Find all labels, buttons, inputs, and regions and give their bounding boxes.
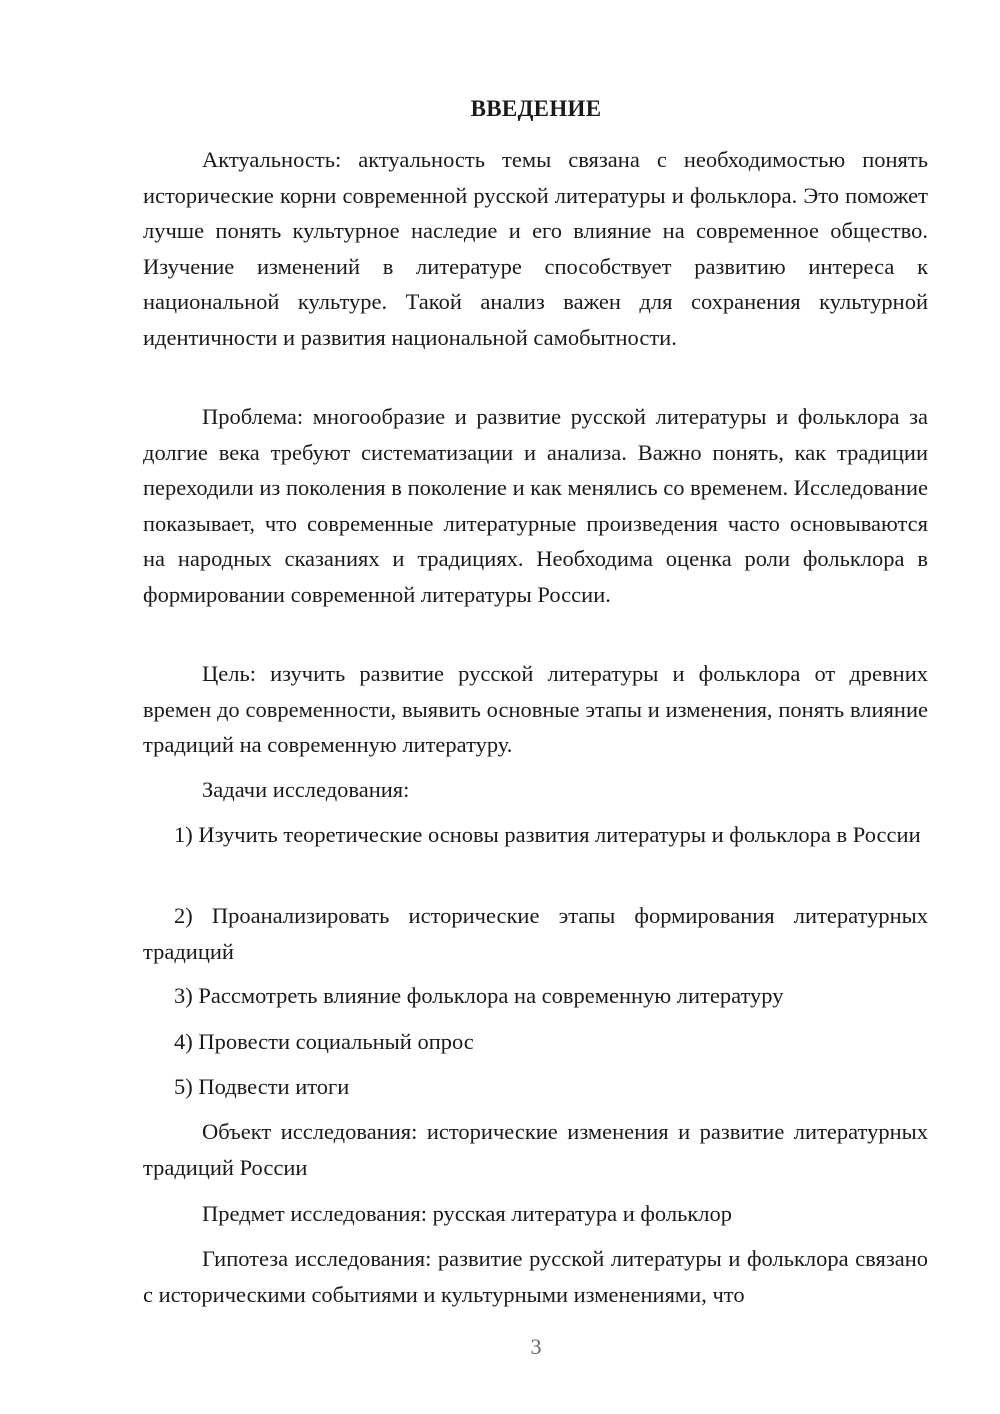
list-item: 5) Подвести итоги — [174, 1074, 350, 1099]
paragraph-actuality — [143, 142, 928, 355]
task-item-4 — [143, 1024, 928, 1060]
paragraph-text: Актуальность: актуальность темы связана с необходимостью понять исторические корни современной русской литературы и фольклора. Это поможет лучше понять культурное наследие и его влияние на современное общество. Изучение изменений в литературе способствует развитию интереса к национальной культуре. Такой анализ важен для сохранения культурной идентичности и развития национальной самобытности. — [143, 147, 928, 350]
task-item-3 — [143, 978, 928, 1014]
paragraph-subject — [143, 1196, 928, 1232]
paragraph-text: Предмет исследования: русская литература и фольклор — [202, 1201, 733, 1226]
task-item-1 — [143, 817, 928, 853]
paragraph-hypothesis — [143, 1241, 928, 1312]
list-item: 3) Рассмотреть влияние фольклора на современную литературу — [174, 983, 784, 1008]
paragraph-text: Объект исследования: исторические изменения и развитие литературных традиций России — [143, 1119, 928, 1180]
list-item: 4) Провести социальный опрос — [174, 1029, 474, 1054]
paragraph-text: Задачи исследования: — [202, 777, 410, 802]
paragraph-text: Цель: изучить развитие русской литературы и фольклора от древних времен до современности, выявить основные этапы и изменения, понять влияние традиций на современную литературу. — [143, 661, 928, 757]
list-item: 2) Проанализировать исторические этапы формирования литературных традиций — [143, 903, 928, 964]
paragraph-goal — [143, 656, 928, 763]
paragraph-problem — [143, 399, 928, 612]
paragraph-object — [143, 1114, 928, 1185]
list-item: 1) Изучить теоретические основы развития литературы и фольклора в России — [174, 822, 921, 847]
task-item-2 — [143, 898, 928, 969]
task-item-5 — [143, 1069, 928, 1105]
tasks-heading — [143, 772, 928, 808]
page-number: 3 — [530, 1334, 542, 1359]
paragraph-text: Гипотеза исследования: развитие русской литературы и фольклора связано с историческими событиями и культурными изменениями, что — [143, 1246, 928, 1307]
section-heading: ВВЕДЕНИЕ — [470, 96, 602, 121]
paragraph-text: Проблема: многообразие и развитие русской литературы и фольклора за долгие века требуют систематизации и анализа. Важно понять, как традиции переходили из поколения в поколение и как менялись со временем. Исследование показывает, что современные литературные произведения часто основываются на народных сказаниях и традициях. Необходима оценка роли фольклора в формировании современной литературы России. — [143, 404, 928, 607]
